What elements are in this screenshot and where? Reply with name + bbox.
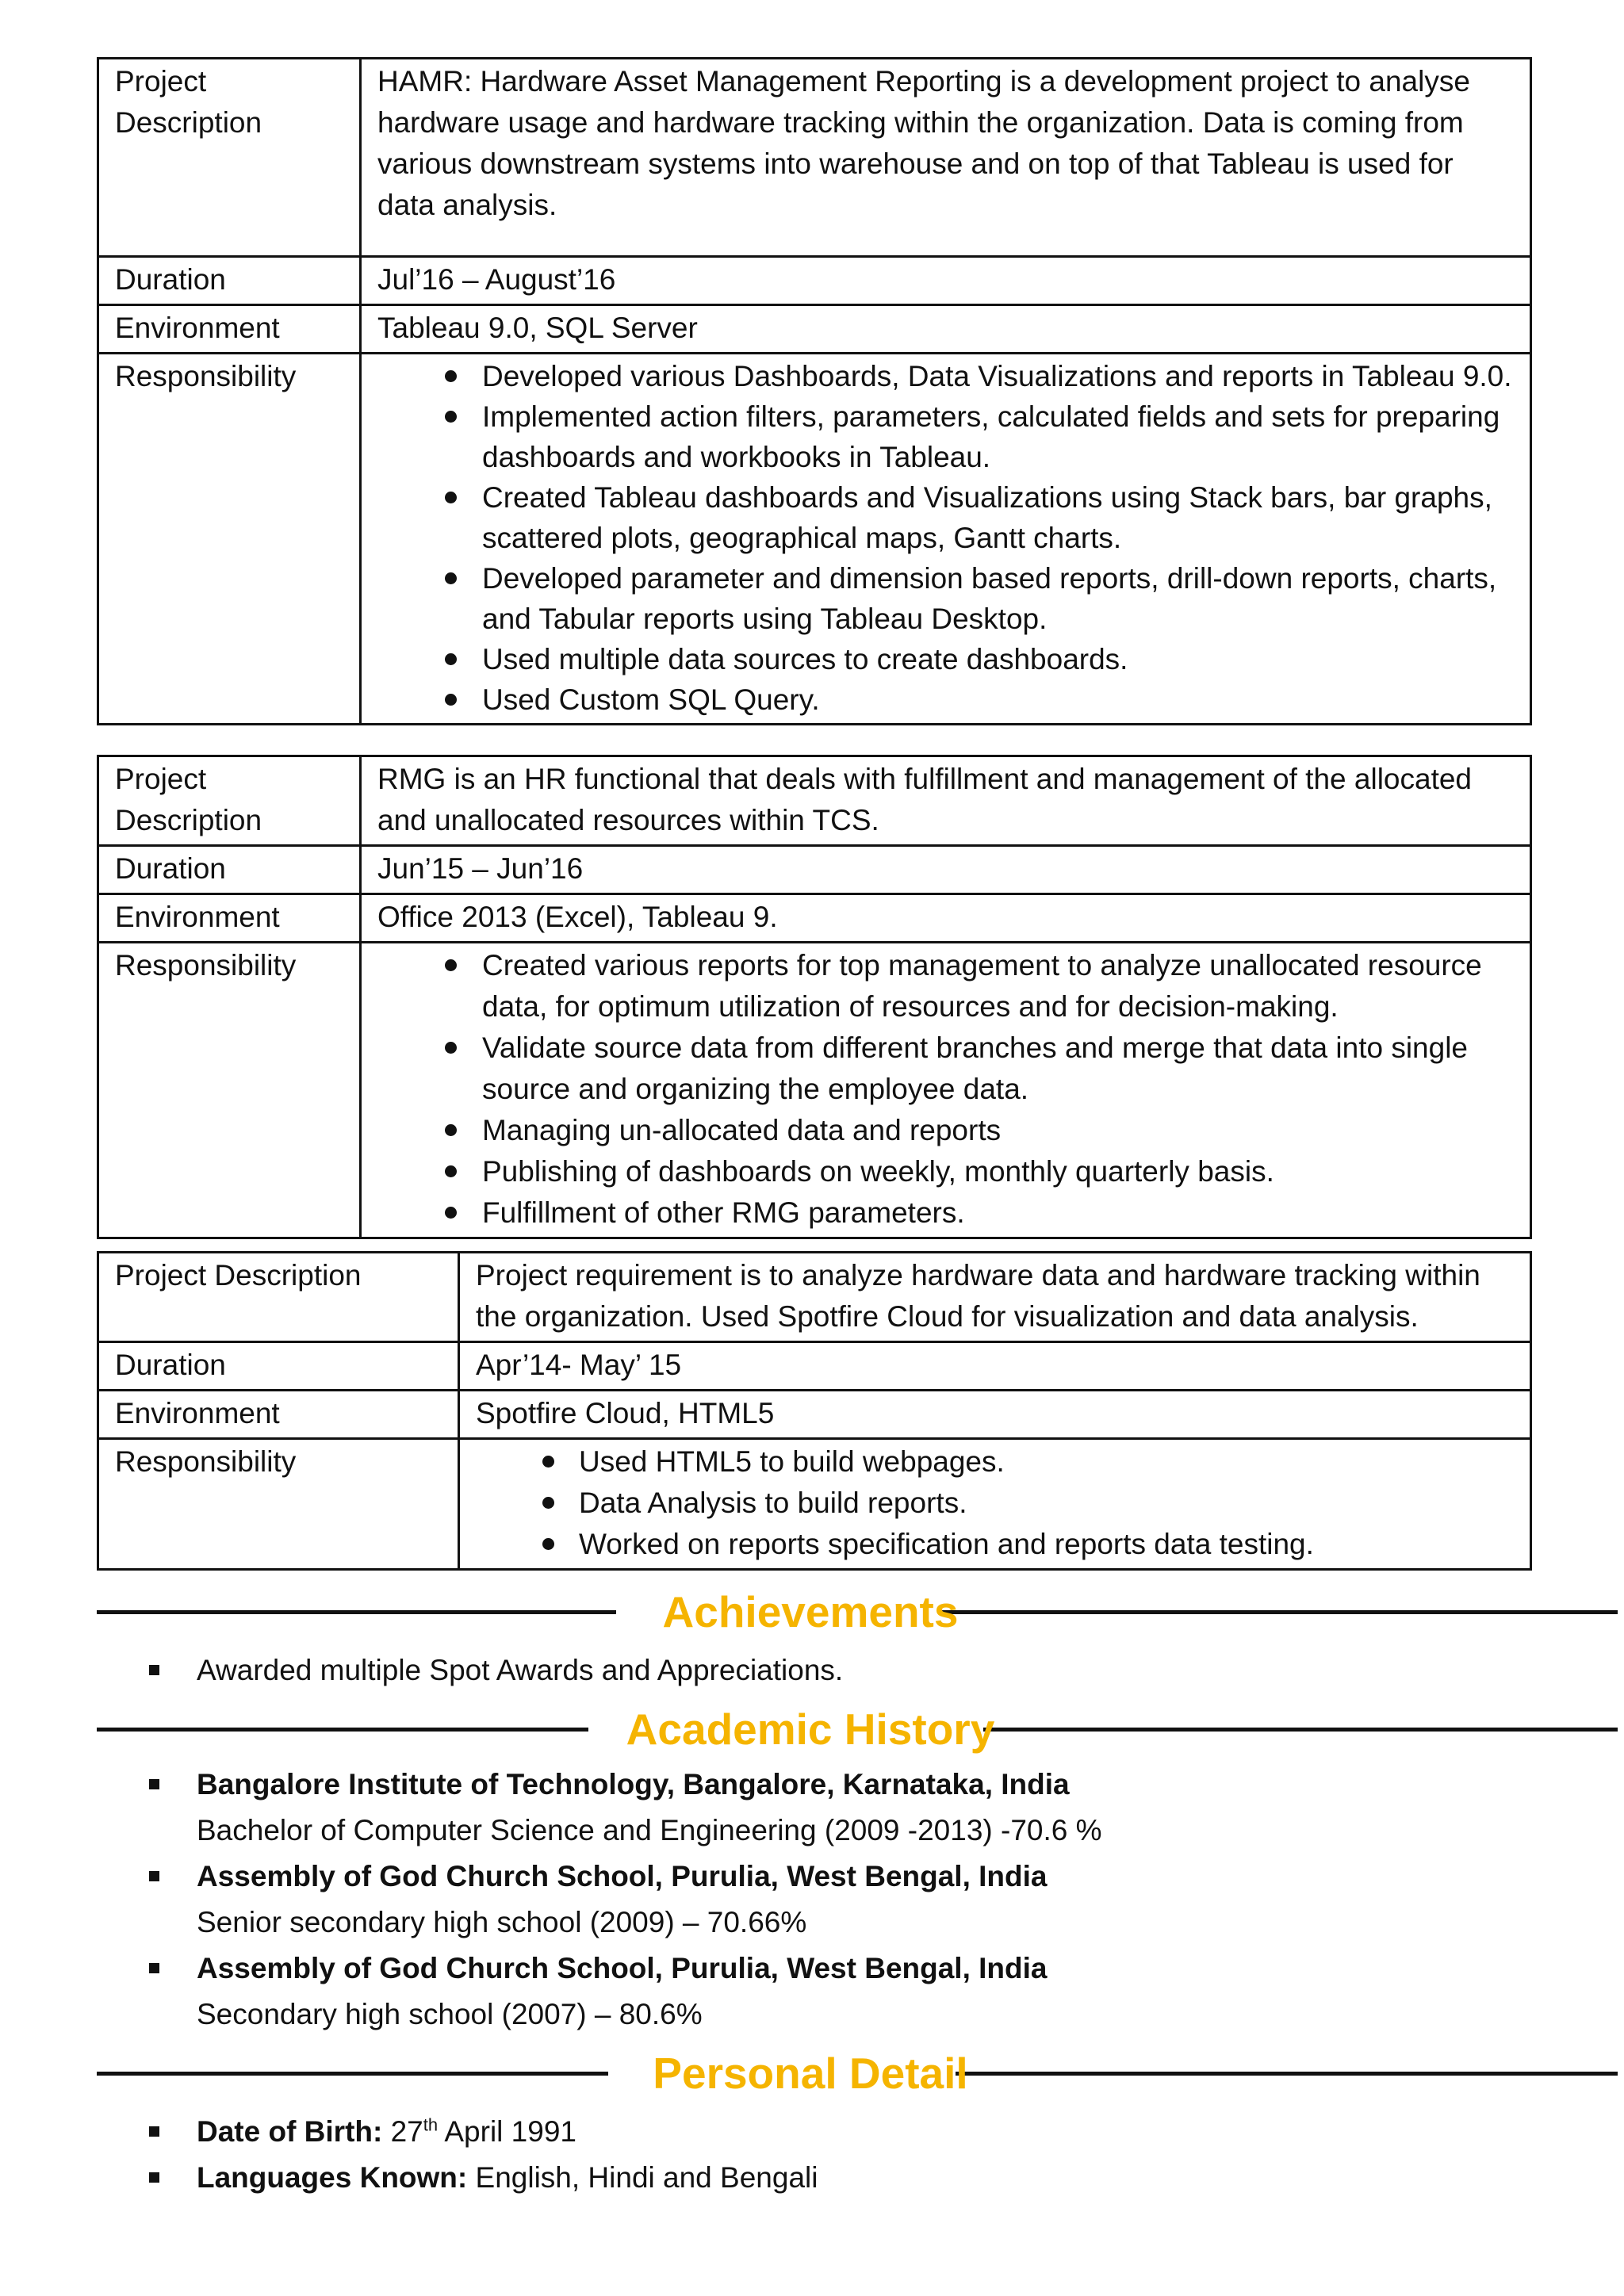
list-item: Fulfillment of other RMG parameters. (377, 1192, 1515, 1234)
degree-detail: Secondary high school (2007) – 80.6% (197, 1998, 703, 2030)
school-name: Assembly of God Church School, Purulia, West Bengal, India (197, 1860, 1048, 1892)
achievements-header (97, 1584, 1524, 1640)
project-environment: Tableau 9.0, SQL Server (361, 305, 1531, 354)
list-item: Publishing of dashboards on weekly, monthly quarterly basis. (377, 1151, 1515, 1192)
responsibility-cell (361, 354, 1531, 725)
list-item (146, 1946, 1494, 1992)
responsibility-cell (361, 943, 1531, 1238)
environment-label: Environment (98, 305, 361, 354)
list-item: Managing un-allocated data and reports (377, 1110, 1515, 1151)
academic-header (97, 1701, 1524, 1757)
list-item: Created Tableau dashboards and Visualizations using Stack bars, bar graphs, scattered plots, geographical maps, Gantt charts. (377, 477, 1515, 558)
degree-detail: Senior secondary high school (2009) – 70.66% (197, 1906, 807, 1938)
dob-day: 27 (390, 2115, 423, 2148)
list-item: Validate source data from different branches and merge that data into single source and organizing the employee data. (377, 1027, 1515, 1110)
project-description: HAMR: Hardware Asset Management Reporting is a development project to analyse hardware usage and hardware tracking within the organization. Data is coming from various downstream systems into warehouse and on top of that Tableau is used for data analysis. (361, 59, 1531, 257)
degree-detail: Bachelor of Computer Science and Engineering (2009 -2013) -70.6 % (197, 1814, 1102, 1846)
list-item (146, 2109, 1494, 2155)
responsibility-cell (459, 1439, 1531, 1570)
school-name: Assembly of God Church School, Purulia, West Bengal, India (197, 1952, 1048, 1984)
dob-rest: April 1991 (444, 2115, 576, 2148)
list-item: Implemented action filters, parameters, calculated fields and sets for preparing dashboards and workbooks in Tableau. (377, 396, 1515, 477)
school-name: Bangalore Institute of Technology, Bangalore, Karnataka, India (197, 1768, 1070, 1800)
duration-label: Duration (98, 1342, 459, 1391)
project-duration: Apr’14- May’ 15 (459, 1342, 1531, 1391)
list-item: Created various reports for top management to analyze unallocated resource data, for optimum utilization of resources and for decision-making. (377, 945, 1515, 1027)
responsibility-label: Responsibility (98, 943, 361, 1238)
achievements-list (146, 1647, 1494, 1693)
academic-list (146, 1762, 1494, 2038)
list-item (146, 1854, 1494, 1900)
personal-list (146, 2109, 1494, 2201)
list-item: Developed parameter and dimension based reports, drill-down reports, charts, and Tabular reports using Tableau Desktop. (377, 558, 1515, 639)
list-item (146, 1762, 1494, 1808)
environment-label: Environment (98, 894, 361, 943)
list-item (146, 2155, 1494, 2201)
project-table-1 (97, 57, 1532, 725)
project-table-3 (97, 1251, 1532, 1571)
description-label: Project Description (98, 1253, 459, 1342)
project-table-2 (97, 755, 1532, 1239)
list-item: Used Custom SQL Query. (377, 679, 1515, 720)
responsibility-list (377, 945, 1515, 1234)
project-duration: Jul’16 – August’16 (361, 257, 1531, 305)
personal-header (97, 2045, 1524, 2101)
list-item: Used HTML5 to build webpages. (476, 1441, 1515, 1483)
section-title: Personal Detail (653, 2049, 968, 2098)
list-item: Developed various Dashboards, Data Visualizations and reports in Tableau 9.0. (377, 356, 1515, 396)
project-description: Project requirement is to analyze hardware data and hardware tracking within the organization. Used Spotfire Cloud for visualization and data analysis. (459, 1253, 1531, 1342)
responsibility-list (476, 1441, 1515, 1565)
list-item: Data Analysis to build reports. (476, 1483, 1515, 1524)
project-environment: Office 2013 (Excel), Tableau 9. (361, 894, 1531, 943)
environment-label: Environment (98, 1391, 459, 1439)
dob-label: Date of Birth: (197, 2115, 383, 2148)
section-title: Achievements (662, 1587, 959, 1636)
duration-label: Duration (98, 257, 361, 305)
section-title: Academic History (626, 1705, 995, 1754)
project-duration: Jun’15 – Jun’16 (361, 846, 1531, 894)
dob-suffix: th (423, 2114, 439, 2135)
description-label: Project Description (98, 59, 361, 257)
responsibility-list (377, 356, 1515, 720)
project-environment: Spotfire Cloud, HTML5 (459, 1391, 1531, 1439)
responsibility-label: Responsibility (98, 354, 361, 725)
description-label: Project Description (98, 756, 361, 846)
duration-label: Duration (98, 846, 361, 894)
languages-label: Languages Known: (197, 2161, 468, 2194)
languages-value: English, Hindi and Bengali (475, 2161, 818, 2194)
list-item: Worked on reports specification and reports data testing. (476, 1524, 1515, 1565)
responsibility-label: Responsibility (98, 1439, 459, 1570)
list-item: Used multiple data sources to create dashboards. (377, 639, 1515, 679)
list-item: Awarded multiple Spot Awards and Appreciations. (146, 1647, 1494, 1693)
project-description: RMG is an HR functional that deals with fulfillment and management of the allocated and unallocated resources within TCS. (361, 756, 1531, 846)
